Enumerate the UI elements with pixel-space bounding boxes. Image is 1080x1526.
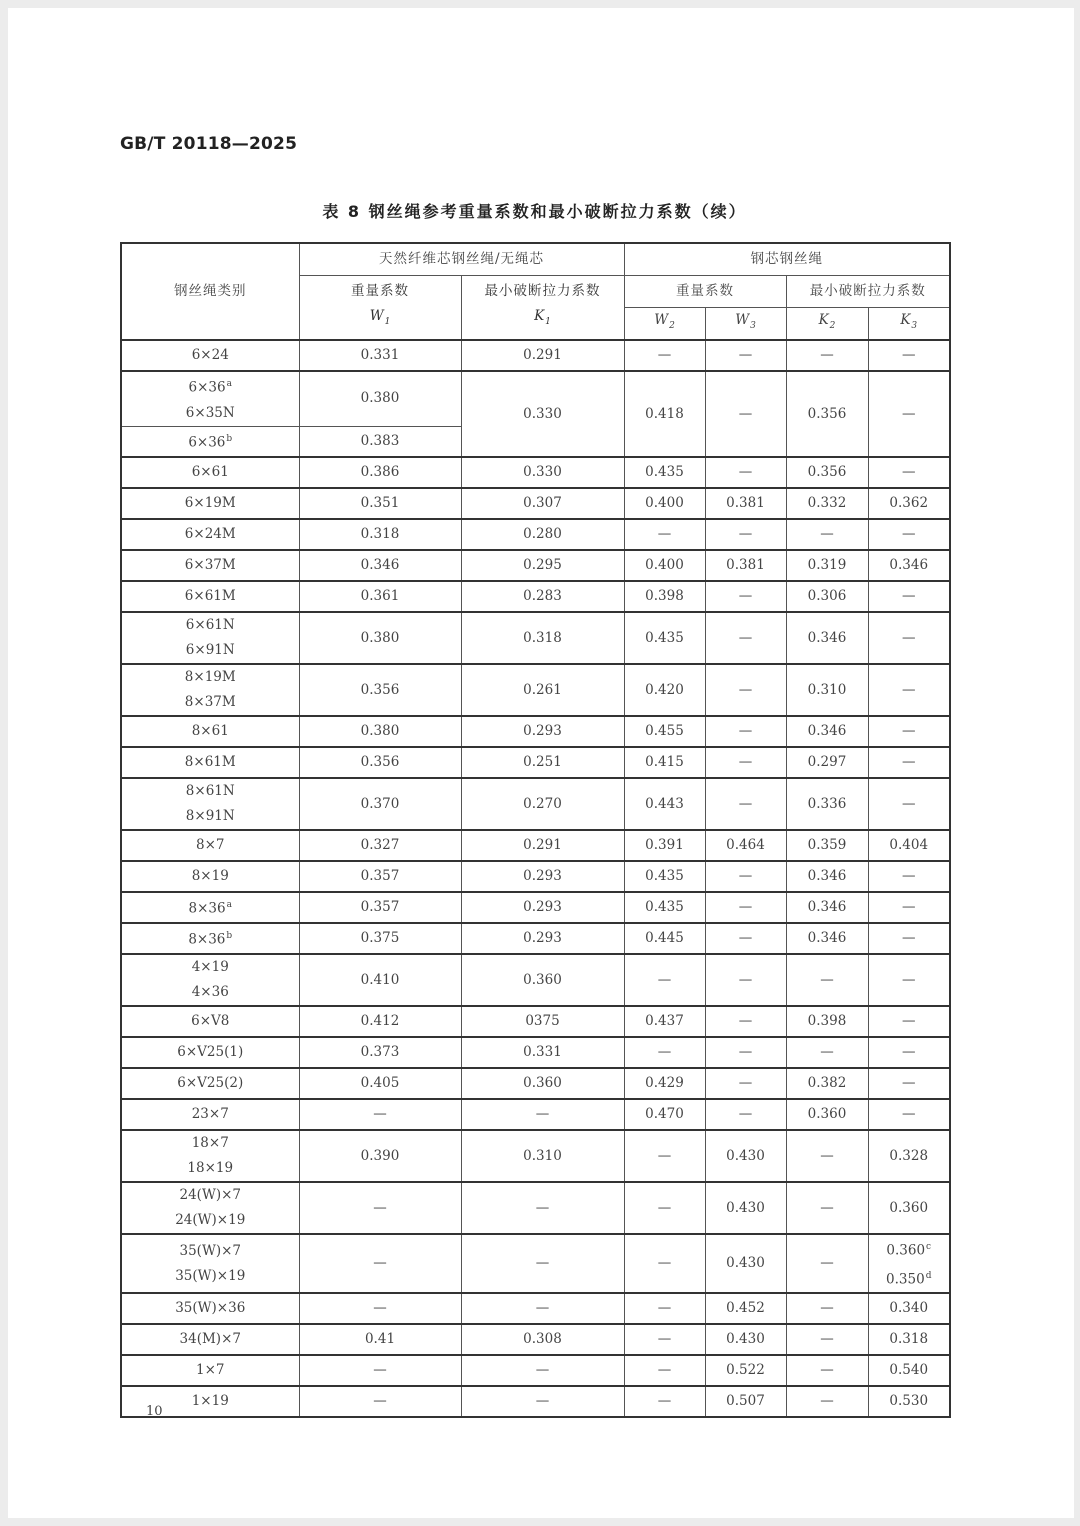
footnote-mark: b xyxy=(226,434,233,444)
header-w1-cell xyxy=(299,275,461,340)
value-cell: — xyxy=(624,1182,705,1234)
value-cell: 0.293 xyxy=(461,716,624,747)
category-cell xyxy=(121,1037,299,1068)
value-cell: — xyxy=(624,1293,705,1324)
footnote-mark: b xyxy=(226,931,233,942)
table-row xyxy=(121,1037,950,1068)
value-cell: 0.310 xyxy=(461,1130,624,1182)
value-cell: — xyxy=(786,1324,868,1355)
value-cell: 0.327 xyxy=(299,830,461,861)
table-row xyxy=(121,778,950,830)
category-cell xyxy=(121,371,299,426)
value-cell: 0.293 xyxy=(461,861,624,892)
table-row xyxy=(121,1386,950,1417)
value-cell: — xyxy=(868,1099,950,1130)
value-cell: 0.310 xyxy=(786,664,868,716)
footnote-mark: d xyxy=(925,1270,932,1281)
value-cell xyxy=(868,1234,950,1293)
table-row xyxy=(121,716,950,747)
value-cell: — xyxy=(624,1324,705,1355)
value-cell: 0.270 xyxy=(461,778,624,830)
value-cell: — xyxy=(786,1130,868,1182)
value-cell: — xyxy=(705,1099,786,1130)
value-cell: — xyxy=(786,1182,868,1234)
value-cell: 0.346 xyxy=(786,716,868,747)
table-row xyxy=(121,550,950,581)
table-row xyxy=(121,954,950,1006)
category-cell xyxy=(121,747,299,778)
value-cell: 0.307 xyxy=(461,488,624,519)
value-cell: 0.41 xyxy=(299,1324,461,1355)
value-cell: 0.415 xyxy=(624,747,705,778)
value-cell: 0.400 xyxy=(624,488,705,519)
value-cell: 0.391 xyxy=(624,830,705,861)
category-cell xyxy=(121,1324,299,1355)
category-line-1: 35(W)×7 xyxy=(179,1242,241,1259)
category-cell xyxy=(121,457,299,488)
header-k1: $K_1$ xyxy=(534,308,551,328)
value-cell: — xyxy=(705,612,786,664)
value-cell: — xyxy=(705,340,786,371)
value-cell: 0.330 xyxy=(461,371,624,457)
value-cell: — xyxy=(705,371,786,457)
table-row xyxy=(121,923,950,954)
value-cell: 0.390 xyxy=(299,1130,461,1182)
table-row xyxy=(121,1068,950,1099)
category-line-1: 18×7 xyxy=(191,1135,229,1151)
value-cell: — xyxy=(705,1037,786,1068)
value-cell: 0.445 xyxy=(624,923,705,954)
category-text: 6×V25(1) xyxy=(177,1044,244,1060)
value-cell: 0.336 xyxy=(786,778,868,830)
value-cell: 0.380 xyxy=(299,612,461,664)
category-text: 8×36 xyxy=(188,900,226,917)
value-cell: 0.346 xyxy=(786,861,868,892)
header-min-break-coef: 最小破断拉力系数 xyxy=(484,283,601,300)
value-cell: 0.318 xyxy=(868,1324,950,1355)
value-cell: — xyxy=(786,1293,868,1324)
value-cell: 0.400 xyxy=(624,550,705,581)
category-cell xyxy=(121,519,299,550)
table-row xyxy=(121,747,950,778)
table-row xyxy=(121,519,950,550)
table-row xyxy=(121,892,950,923)
value-cell: — xyxy=(624,1130,705,1182)
category-text: 8×19 xyxy=(191,868,229,884)
value-cell: 0.280 xyxy=(461,519,624,550)
table-row xyxy=(121,830,950,861)
value-cell: — xyxy=(624,1234,705,1293)
value-cell: — xyxy=(868,1037,950,1068)
category-cell xyxy=(121,954,299,1006)
category-line-2: 6×91N xyxy=(185,642,235,658)
value-cell: — xyxy=(705,457,786,488)
value-cell: — xyxy=(705,581,786,612)
value-cell: 0.261 xyxy=(461,664,624,716)
table-row xyxy=(121,861,950,892)
value-cell: 0.540 xyxy=(868,1355,950,1386)
value-cell: 0.430 xyxy=(705,1234,786,1293)
value-cell: 0.319 xyxy=(786,550,868,581)
value-line-1: 0.360$^c$ xyxy=(886,1242,932,1259)
value-cell: 0.356 xyxy=(299,747,461,778)
page-number: 10 xyxy=(146,1404,163,1419)
category-line-1: 6×61N xyxy=(185,617,235,633)
category-cell xyxy=(121,716,299,747)
value-cell: — xyxy=(786,1234,868,1293)
value-cell: 0.356 xyxy=(299,664,461,716)
value-cell: — xyxy=(705,861,786,892)
value-cell: 0.410 xyxy=(299,954,461,1006)
value-cell: 0.430 xyxy=(705,1182,786,1234)
table-row xyxy=(121,340,950,371)
value-cell: 0.382 xyxy=(786,1068,868,1099)
category-cell xyxy=(121,1182,299,1234)
coefficient-table xyxy=(120,242,951,1418)
value-cell: — xyxy=(705,1006,786,1037)
value-cell: — xyxy=(461,1234,624,1293)
value-cell: — xyxy=(624,340,705,371)
category-line-2: 24(W)×19 xyxy=(175,1212,246,1228)
header-steel-core-group: 钢芯钢丝绳 xyxy=(624,243,950,275)
value-cell: 0.386 xyxy=(299,457,461,488)
value-cell: 0.351 xyxy=(299,488,461,519)
value-cell: 0.361 xyxy=(299,581,461,612)
value-cell: 0.308 xyxy=(461,1324,624,1355)
category-line-1: 8×61N xyxy=(185,783,235,799)
table-row xyxy=(121,1355,950,1386)
value-cell: 0.328 xyxy=(868,1130,950,1182)
category-cell xyxy=(121,892,299,923)
category-line-2: 8×91N xyxy=(185,808,235,824)
category-cell xyxy=(121,1006,299,1037)
value-cell: — xyxy=(868,519,950,550)
table-row xyxy=(121,488,950,519)
value-cell: — xyxy=(461,1386,624,1417)
category-line-2: 18×19 xyxy=(187,1160,234,1176)
category-text: 6×19M xyxy=(184,495,236,511)
category-cell xyxy=(121,830,299,861)
value-cell: — xyxy=(705,664,786,716)
value-cell: — xyxy=(461,1099,624,1130)
value-cell: — xyxy=(624,1386,705,1417)
value-cell: 0.362 xyxy=(868,488,950,519)
category-cell xyxy=(121,1234,299,1293)
category-text: 6×61M xyxy=(184,588,236,604)
category-text: 8×36 xyxy=(188,931,226,948)
value-cell: — xyxy=(868,778,950,830)
value-cell: 0.356 xyxy=(786,371,868,457)
value-cell: — xyxy=(868,340,950,371)
value-cell: 0.380 xyxy=(299,716,461,747)
category-text: 6×61 xyxy=(191,464,229,480)
category-cell xyxy=(121,1099,299,1130)
value-cell: — xyxy=(705,747,786,778)
value-cell: 0.380 xyxy=(299,371,461,426)
value-cell: 0.435 xyxy=(624,612,705,664)
value-cell: — xyxy=(461,1293,624,1324)
value-cell: 0.346 xyxy=(786,892,868,923)
table-row xyxy=(121,371,950,426)
category-line-2: 8×37M xyxy=(184,694,236,710)
category-text: 6×V25(2) xyxy=(177,1075,244,1091)
value-cell: 0.429 xyxy=(624,1068,705,1099)
value-cell: 0.507 xyxy=(705,1386,786,1417)
value-cell: 0.405 xyxy=(299,1068,461,1099)
value-cell: 0.360 xyxy=(461,954,624,1006)
document-page xyxy=(8,8,1074,1518)
value-cell: 0.291 xyxy=(461,830,624,861)
value-cell: — xyxy=(868,581,950,612)
value-cell: — xyxy=(705,1068,786,1099)
value-cell: 0.398 xyxy=(786,1006,868,1037)
value-cell: 0.412 xyxy=(299,1006,461,1037)
category-line-1 xyxy=(122,372,299,401)
value-cell: — xyxy=(299,1293,461,1324)
category-text: 35(W)×36 xyxy=(175,1300,246,1316)
value-cell: — xyxy=(624,954,705,1006)
header-fiber-core-group: 天然纤维芯钢丝绳/无绳芯 xyxy=(299,243,624,275)
value-cell: — xyxy=(868,747,950,778)
value-cell: 0.297 xyxy=(786,747,868,778)
category-line-2: 4×36 xyxy=(191,984,229,1000)
value-cell: 0.398 xyxy=(624,581,705,612)
value-cell: — xyxy=(705,923,786,954)
value-cell: 0.435 xyxy=(624,861,705,892)
category-line-1: 8×19M xyxy=(184,669,236,685)
value-cell: 0.435 xyxy=(624,457,705,488)
category-text: 6×24 xyxy=(191,347,229,363)
value-cell: 0.360 xyxy=(868,1182,950,1234)
value-cell: — xyxy=(786,954,868,1006)
value-cell: — xyxy=(868,1006,950,1037)
header-w1: $W_1$ xyxy=(369,308,391,328)
value-cell: 0.435 xyxy=(624,892,705,923)
category-line-1: 24(W)×7 xyxy=(179,1187,241,1203)
value-cell: 0.360 xyxy=(461,1068,624,1099)
value-cell: 0.522 xyxy=(705,1355,786,1386)
value-cell: — xyxy=(868,612,950,664)
value-cell: 0.375 xyxy=(299,923,461,954)
value-cell: — xyxy=(624,1037,705,1068)
value-cell: — xyxy=(461,1182,624,1234)
value-cell: 0.443 xyxy=(624,778,705,830)
table-row xyxy=(121,581,950,612)
header-w3: $W_3$ xyxy=(705,307,786,340)
value-cell: 0.437 xyxy=(624,1006,705,1037)
header-k2: $K_2$ xyxy=(786,307,868,340)
value-cell: — xyxy=(299,1386,461,1417)
value-cell: 0.318 xyxy=(299,519,461,550)
table-row xyxy=(121,1234,950,1293)
value-cell: — xyxy=(705,892,786,923)
value-cell: — xyxy=(299,1182,461,1234)
category-text: 8×7 xyxy=(196,837,225,853)
category-cell xyxy=(121,1293,299,1324)
value-cell: — xyxy=(786,1355,868,1386)
category-text: 8×61 xyxy=(191,723,229,739)
table-row xyxy=(121,1293,950,1324)
value-cell: — xyxy=(786,519,868,550)
value-cell: 0.346 xyxy=(868,550,950,581)
category-cell xyxy=(121,664,299,716)
value-cell: 0.306 xyxy=(786,581,868,612)
category-cell xyxy=(121,488,299,519)
header-k1-cell xyxy=(461,275,624,340)
value-cell: — xyxy=(868,923,950,954)
category-text: 8×61M xyxy=(184,754,236,770)
value-cell: 0.370 xyxy=(299,778,461,830)
value-cell: 0.373 xyxy=(299,1037,461,1068)
value-cell: — xyxy=(868,371,950,457)
value-cell: 0.330 xyxy=(461,457,624,488)
value-cell: — xyxy=(705,716,786,747)
value-cell: 0.430 xyxy=(705,1324,786,1355)
value-cell: 0.360 xyxy=(786,1099,868,1130)
value-cell: 0.455 xyxy=(624,716,705,747)
category-line-2: 35(W)×19 xyxy=(175,1267,246,1284)
category-cell xyxy=(121,612,299,664)
header-category: 钢丝绳类别 xyxy=(121,243,299,340)
value-cell: 0.404 xyxy=(868,830,950,861)
value-cell: 0.464 xyxy=(705,830,786,861)
value-cell: 0.430 xyxy=(705,1130,786,1182)
value-cell: 0.293 xyxy=(461,892,624,923)
value-cell: — xyxy=(705,954,786,1006)
value-cell: 0.357 xyxy=(299,861,461,892)
table-row xyxy=(121,664,950,716)
category-text: 34(M)×7 xyxy=(179,1331,241,1347)
category-cell xyxy=(121,1130,299,1182)
category-line-2: 6×35N xyxy=(185,404,235,421)
value-cell: 0.530 xyxy=(868,1386,950,1417)
value-cell: 0.381 xyxy=(705,550,786,581)
value-cell: 0.357 xyxy=(299,892,461,923)
value-cell: 0.346 xyxy=(299,550,461,581)
header-weight-coef: 重量系数 xyxy=(351,283,409,300)
value-cell: 0.418 xyxy=(624,371,705,457)
value-cell: 0.331 xyxy=(299,340,461,371)
value-cell: — xyxy=(299,1234,461,1293)
value-cell: 0.383 xyxy=(299,426,461,457)
value-cell: 0.293 xyxy=(461,923,624,954)
category-cell xyxy=(121,581,299,612)
value-cell: 0.346 xyxy=(786,923,868,954)
category-cell xyxy=(121,923,299,954)
table-title: 表 8 钢丝绳参考重量系数和最小破断拉力系数（续） xyxy=(322,202,747,221)
value-cell: 0.291 xyxy=(461,340,624,371)
value-cell: 0.356 xyxy=(786,457,868,488)
header-steel-weight-coef: 重量系数 xyxy=(624,275,786,307)
category-cell xyxy=(121,1068,299,1099)
value-cell: — xyxy=(868,457,950,488)
value-cell: — xyxy=(624,519,705,550)
table-row xyxy=(121,1182,950,1234)
table-row xyxy=(121,1324,950,1355)
value-cell: 0.420 xyxy=(624,664,705,716)
table-row xyxy=(121,1099,950,1130)
header-steel-min-break-coef: 最小破断拉力系数 xyxy=(786,275,950,307)
value-cell: — xyxy=(786,340,868,371)
category-text: 6×24M xyxy=(184,526,236,542)
value-cell: — xyxy=(786,1386,868,1417)
table-row xyxy=(121,1130,950,1182)
category-text: 23×7 xyxy=(191,1106,229,1122)
value-cell: — xyxy=(868,861,950,892)
value-cell: 0.318 xyxy=(461,612,624,664)
value-cell: — xyxy=(705,519,786,550)
footnote-mark: a xyxy=(226,900,232,911)
table-row xyxy=(121,457,950,488)
value-line-2: 0.350$^d$ xyxy=(886,1270,932,1287)
category-cell xyxy=(121,550,299,581)
value-cell: 0.340 xyxy=(868,1293,950,1324)
category-text: 1×7 xyxy=(196,1362,225,1378)
category-cell xyxy=(121,340,299,371)
value-cell: — xyxy=(868,716,950,747)
footnote-mark: c xyxy=(926,1242,932,1252)
value-cell: 0.331 xyxy=(461,1037,624,1068)
category-cell xyxy=(121,1355,299,1386)
category-text: 6×V8 xyxy=(191,1013,230,1029)
value-cell: 0.470 xyxy=(624,1099,705,1130)
value-cell: — xyxy=(299,1099,461,1130)
category-text: 6×36 xyxy=(188,434,226,451)
table-row xyxy=(121,612,950,664)
value-cell: 0375 xyxy=(461,1006,624,1037)
value-cell: 0.346 xyxy=(786,612,868,664)
category-cell xyxy=(121,861,299,892)
value-cell: — xyxy=(299,1355,461,1386)
value-cell: — xyxy=(868,664,950,716)
category-line-1: 4×19 xyxy=(191,959,229,975)
value-cell: — xyxy=(868,1068,950,1099)
value-cell: 0.381 xyxy=(705,488,786,519)
value-cell: — xyxy=(868,954,950,1006)
category-cell xyxy=(121,426,299,457)
category-text: 6×37M xyxy=(184,557,236,573)
category-text: 6×36 xyxy=(188,379,226,396)
table-row xyxy=(121,1006,950,1037)
value-cell: 0.251 xyxy=(461,747,624,778)
footnote-mark: a xyxy=(226,379,232,389)
value-cell: 0.332 xyxy=(786,488,868,519)
standard-code: GB/T 20118—2025 xyxy=(120,134,298,154)
header-k3: $K_3$ xyxy=(868,307,950,340)
value-cell: 0.283 xyxy=(461,581,624,612)
value-cell: — xyxy=(705,778,786,830)
value-cell: 0.452 xyxy=(705,1293,786,1324)
value-cell: 0.359 xyxy=(786,830,868,861)
value-cell: — xyxy=(786,1037,868,1068)
header-w2: $W_2$ xyxy=(624,307,705,340)
value-cell: — xyxy=(868,892,950,923)
category-cell xyxy=(121,778,299,830)
value-cell: 0.295 xyxy=(461,550,624,581)
value-cell: — xyxy=(624,1355,705,1386)
category-text: 1×19 xyxy=(191,1393,229,1409)
value-cell: — xyxy=(461,1355,624,1386)
